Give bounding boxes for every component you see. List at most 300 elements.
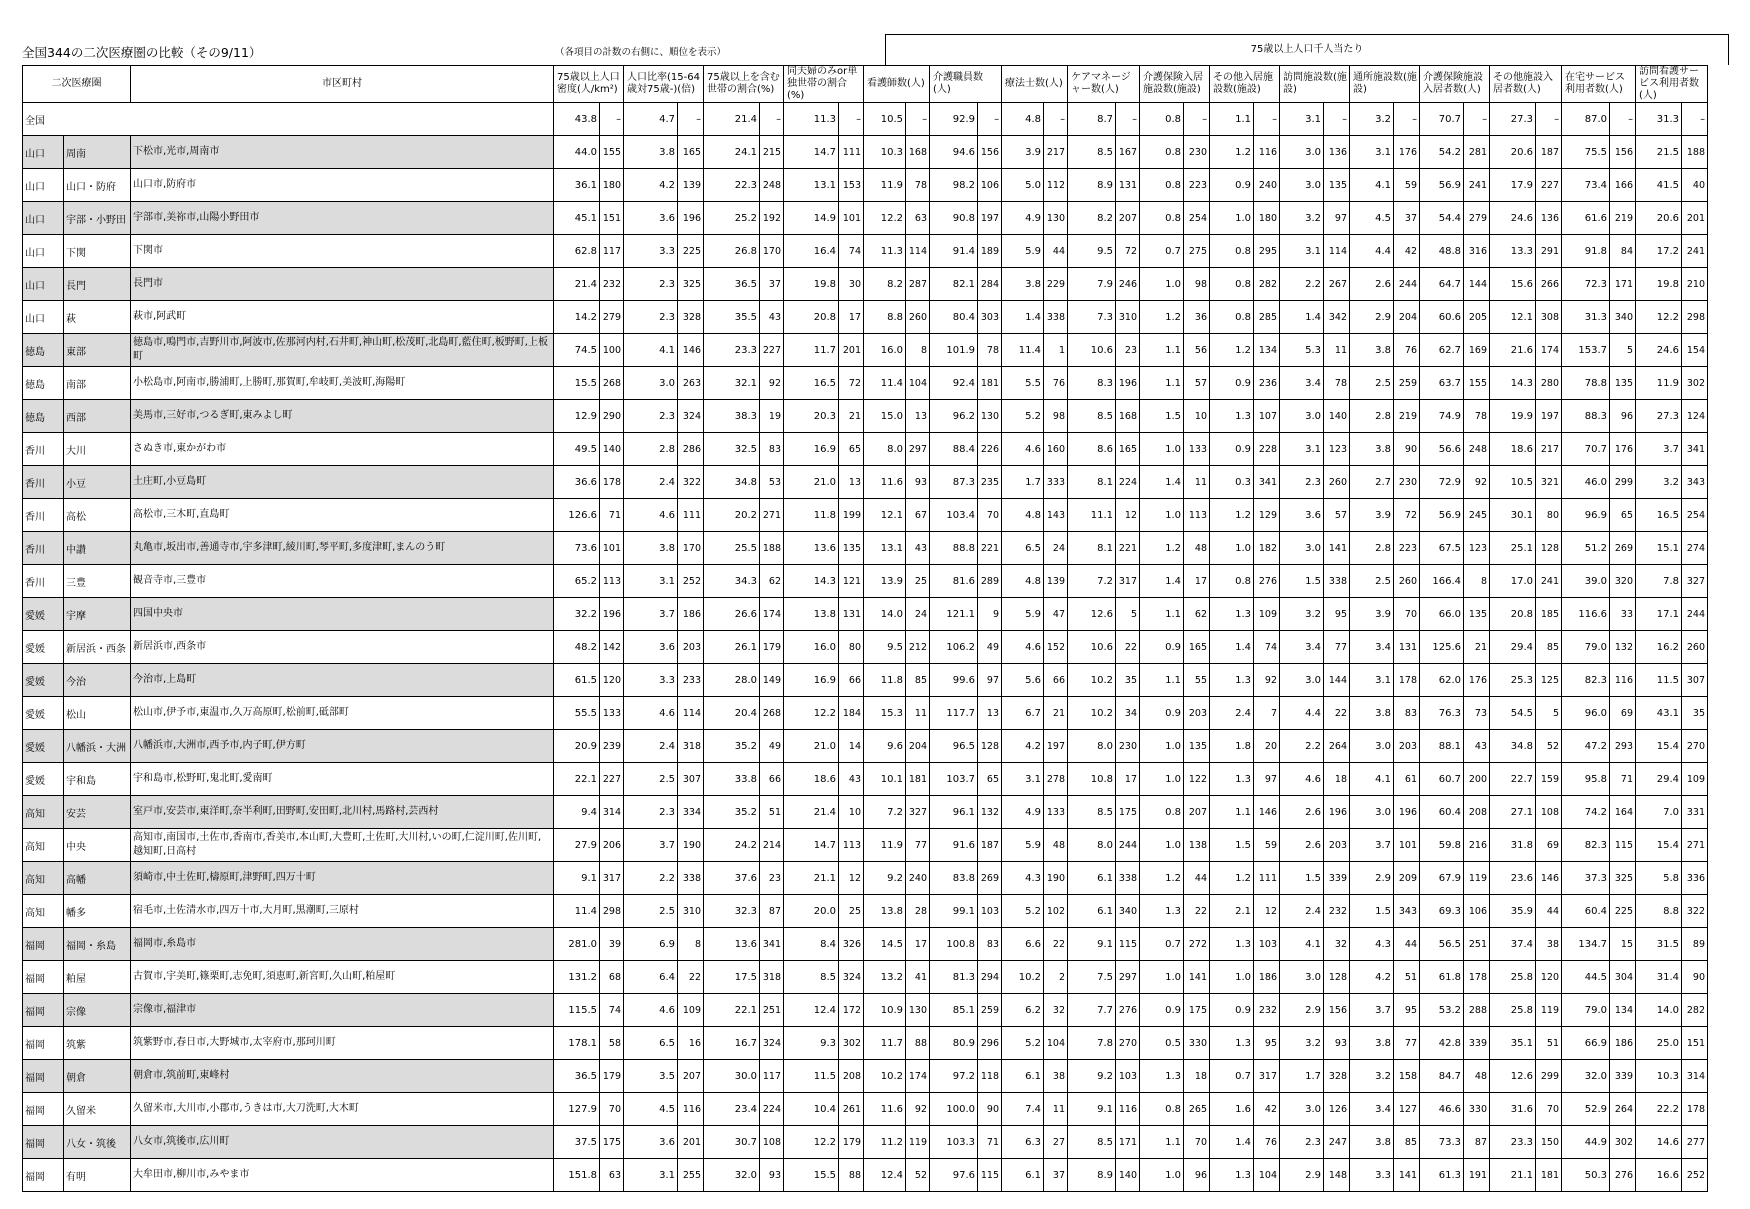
value-cell: 0.8	[1140, 202, 1184, 235]
rank-cell: 136	[1324, 136, 1350, 169]
value-cell: 1.1	[1210, 796, 1254, 829]
value-cell: 3.6	[1280, 499, 1324, 532]
value-cell: 41.5	[1636, 169, 1682, 202]
value-cell: 8.6	[1068, 433, 1116, 466]
value-cell: 14.2	[554, 301, 600, 334]
value-cell: 12.2	[784, 697, 839, 730]
rank-cell: 146	[678, 334, 704, 367]
rank-cell: 279	[1464, 202, 1490, 235]
rank-cell: 5	[1610, 334, 1636, 367]
rank-cell: 254	[1682, 499, 1708, 532]
rank-cell: 5	[1536, 697, 1562, 730]
value-cell: 13.6	[704, 928, 760, 961]
rank-cell: 287	[906, 268, 930, 301]
area-cell: 筑紫	[64, 1027, 131, 1060]
municipalities-cell: 長門市	[131, 268, 554, 301]
rank-cell: 119	[1464, 862, 1490, 895]
value-cell: 81.6	[930, 565, 978, 598]
rank-cell: 98	[1044, 400, 1068, 433]
rank-cell: 78	[978, 334, 1002, 367]
table-row	[23, 1060, 1708, 1093]
rank-cell: 228	[1254, 433, 1280, 466]
rank-cell: 188	[760, 532, 784, 565]
value-cell: 73.6	[554, 532, 600, 565]
rank-cell: 22	[1324, 697, 1350, 730]
value-cell: 35.2	[704, 730, 760, 763]
rank-cell: 77	[906, 829, 930, 862]
value-cell: 73.4	[1562, 169, 1610, 202]
municipalities-cell: 朝倉市,筑前町,東峰村	[131, 1060, 554, 1093]
rank-cell: 270	[1116, 1027, 1140, 1060]
rank-cell: 289	[978, 565, 1002, 598]
rank-cell: –	[1254, 103, 1280, 136]
rank-cell: 71	[1610, 763, 1636, 796]
rank-cell: 224	[1116, 466, 1140, 499]
rank-cell: 269	[978, 862, 1002, 895]
value-cell: 11.4	[864, 367, 906, 400]
value-cell: 11.8	[784, 499, 839, 532]
value-cell: 96.0	[1562, 697, 1610, 730]
rank-cell: 101	[1394, 829, 1420, 862]
rank-cell: 12	[839, 862, 864, 895]
area-cell: 新居浜・西条	[64, 631, 131, 664]
value-cell: 3.0	[1280, 532, 1324, 565]
rank-cell: 48	[1044, 829, 1068, 862]
table-row	[23, 235, 1708, 268]
value-cell: 26.8	[704, 235, 760, 268]
value-cell: 2.9	[1350, 862, 1394, 895]
rank-cell: 176	[1464, 664, 1490, 697]
rank-cell: 135	[1464, 598, 1490, 631]
rank-cell: 37	[760, 268, 784, 301]
value-cell: 3.8	[1350, 433, 1394, 466]
value-cell: 43.1	[1636, 697, 1682, 730]
rank-cell: 221	[1116, 532, 1140, 565]
prefecture-cell: 愛媛	[23, 763, 64, 796]
municipalities-cell: 宇部市,美祢市,山陽小野田市	[131, 202, 554, 235]
value-cell: 32.0	[1562, 1060, 1610, 1093]
rank-cell: 178	[1682, 1093, 1708, 1126]
rank-cell: 224	[760, 1093, 784, 1126]
rank-cell: 51	[760, 796, 784, 829]
rank-cell: 133	[600, 697, 624, 730]
value-cell: 3.4	[1350, 1093, 1394, 1126]
value-cell: 4.5	[624, 1093, 678, 1126]
value-cell: 8.0	[1068, 730, 1116, 763]
value-cell: 4.7	[624, 103, 678, 136]
value-cell: 100.0	[930, 1093, 978, 1126]
rank-cell: 320	[1610, 565, 1636, 598]
value-cell: 1.0	[1140, 1159, 1184, 1192]
rank-cell: 78	[1464, 400, 1490, 433]
rank-cell: 108	[1536, 796, 1562, 829]
rank-cell: 259	[978, 994, 1002, 1027]
value-cell: 8.0	[1068, 829, 1116, 862]
value-cell: 62.0	[1420, 664, 1464, 697]
rank-cell: 297	[906, 433, 930, 466]
value-cell: 96.5	[930, 730, 978, 763]
rank-cell: 103	[1116, 1060, 1140, 1093]
rank-cell: 15	[1610, 928, 1636, 961]
value-cell: 88.3	[1562, 400, 1610, 433]
value-cell: 98.2	[930, 169, 978, 202]
rank-cell: 71	[978, 1126, 1002, 1159]
rank-cell: 223	[1394, 532, 1420, 565]
value-cell: 3.0	[1280, 169, 1324, 202]
value-cell: 1.0	[1140, 433, 1184, 466]
value-cell: 31.8	[1490, 829, 1536, 862]
area-cell: 高松	[64, 499, 131, 532]
rank-cell: 291	[1536, 235, 1562, 268]
value-cell: 2.6	[1350, 268, 1394, 301]
value-cell: 34.8	[1490, 730, 1536, 763]
rank-cell: 80	[839, 631, 864, 664]
value-cell: 37.3	[1562, 862, 1610, 895]
rank-cell: 217	[1536, 433, 1562, 466]
area-cell: 下関	[64, 235, 131, 268]
rank-cell: 343	[1394, 895, 1420, 928]
rank-cell: 63	[906, 202, 930, 235]
value-cell: 39.0	[1562, 565, 1610, 598]
rank-cell: 144	[1324, 664, 1350, 697]
rank-cell: 38	[1536, 928, 1562, 961]
value-cell: 16.0	[784, 631, 839, 664]
prefecture-cell: 山口	[23, 136, 64, 169]
value-cell: 6.1	[1068, 895, 1116, 928]
rank-cell: 113	[1184, 499, 1210, 532]
municipalities-cell: 古賀市,宇美町,篠栗町,志免町,須恵町,新宮町,久山町,粕屋町	[131, 961, 554, 994]
rank-cell: 132	[978, 796, 1002, 829]
value-cell: 151.8	[554, 1159, 600, 1192]
value-cell: 3.0	[1350, 730, 1394, 763]
value-cell: 1.1	[1140, 334, 1184, 367]
value-cell: 4.6	[1002, 433, 1044, 466]
value-cell: 5.6	[1002, 664, 1044, 697]
rank-cell: 254	[1184, 202, 1210, 235]
value-cell: 79.0	[1562, 994, 1610, 1027]
value-cell: 23.4	[704, 1093, 760, 1126]
table-row	[23, 961, 1708, 994]
rank-cell: 100	[600, 334, 624, 367]
rank-cell: 302	[1682, 367, 1708, 400]
rank-cell: 83	[1394, 697, 1420, 730]
rank-cell: 12	[1116, 499, 1140, 532]
value-cell: 4.2	[1350, 961, 1394, 994]
rank-cell: 203	[678, 631, 704, 664]
rank-cell: –	[906, 103, 930, 136]
value-cell: 31.5	[1636, 928, 1682, 961]
area-cell: 三豊	[64, 565, 131, 598]
rank-cell: 111	[839, 136, 864, 169]
prefecture-cell: 福岡	[23, 1027, 64, 1060]
prefecture-cell: 福岡	[23, 994, 64, 1027]
value-cell: 44.0	[554, 136, 600, 169]
value-cell: 4.2	[1002, 730, 1044, 763]
value-cell: 16.7	[704, 1027, 760, 1060]
rank-cell: 158	[1394, 1060, 1420, 1093]
rank-cell: 43	[906, 532, 930, 565]
value-cell: 6.5	[624, 1027, 678, 1060]
value-cell: 20.9	[554, 730, 600, 763]
rank-cell: 77	[1324, 631, 1350, 664]
value-cell: 2.8	[1350, 400, 1394, 433]
rank-cell: 104	[1044, 1027, 1068, 1060]
value-cell: 32.5	[704, 433, 760, 466]
area-cell: 有明	[64, 1159, 131, 1192]
value-cell: 11.9	[1636, 367, 1682, 400]
rank-cell: 32	[1044, 994, 1068, 1027]
value-cell: 14.7	[784, 136, 839, 169]
value-cell: 9.2	[1068, 1060, 1116, 1093]
table-row	[23, 169, 1708, 202]
value-cell: 3.1	[1280, 103, 1324, 136]
rank-cell: 178	[1464, 961, 1490, 994]
rank-cell: 115	[1610, 829, 1636, 862]
rank-cell: 225	[1610, 895, 1636, 928]
value-cell: 4.3	[1002, 862, 1044, 895]
rank-cell: 223	[1184, 169, 1210, 202]
prefecture-cell: 愛媛	[23, 664, 64, 697]
rank-cell: 74	[1254, 631, 1280, 664]
rank-cell: 165	[1116, 433, 1140, 466]
value-cell: 84.7	[1420, 1060, 1464, 1093]
area-cell: 宗像	[64, 994, 131, 1027]
header-col-8: 介護保険入居施設数(施設)	[1140, 66, 1210, 103]
municipalities-cell: 高知市,南国市,土佐市,香南市,香美市,本山町,大豊町,土佐町,大川村,いの町,仁淀川町,佐川町,越知町,日高村	[131, 829, 554, 862]
municipalities-cell: 萩市,阿武町	[131, 301, 554, 334]
value-cell: 14.3	[784, 565, 839, 598]
rank-cell: 33	[1610, 598, 1636, 631]
rank-cell: 294	[978, 961, 1002, 994]
rank-cell: 49	[978, 631, 1002, 664]
value-cell: 1.4	[1140, 565, 1184, 598]
rank-cell: 43	[1464, 730, 1490, 763]
rank-cell: 181	[906, 763, 930, 796]
rank-cell: 156	[1324, 994, 1350, 1027]
value-cell: 85.1	[930, 994, 978, 1027]
value-cell: 100.8	[930, 928, 978, 961]
rank-cell: 22	[1184, 895, 1210, 928]
value-cell: 82.1	[930, 268, 978, 301]
rank-cell: 251	[1464, 928, 1490, 961]
rank-cell: 95	[1394, 994, 1420, 1027]
rank-cell: 104	[906, 367, 930, 400]
rank-cell: 76	[1044, 367, 1068, 400]
value-cell: 43.8	[554, 103, 600, 136]
value-cell: 82.3	[1562, 664, 1610, 697]
value-cell: 103.7	[930, 763, 978, 796]
rank-cell: 130	[906, 994, 930, 1027]
value-cell: 32.2	[554, 598, 600, 631]
table-row	[23, 1093, 1708, 1126]
value-cell: 3.6	[624, 631, 678, 664]
area-cell: 高幡	[64, 862, 131, 895]
value-cell: 12.6	[1068, 598, 1116, 631]
rank-cell: –	[1044, 103, 1068, 136]
rank-cell: 175	[1116, 796, 1140, 829]
value-cell: 32.0	[704, 1159, 760, 1192]
rank-cell: 73	[1464, 697, 1490, 730]
rank-cell: 255	[678, 1159, 704, 1192]
value-cell: 65.2	[554, 565, 600, 598]
rank-cell: 96	[1610, 400, 1636, 433]
value-cell: 56.9	[1420, 499, 1464, 532]
rank-cell: 93	[760, 1159, 784, 1192]
rank-cell: 135	[1324, 169, 1350, 202]
value-cell: 12.2	[864, 202, 906, 235]
rank-cell: 140	[600, 433, 624, 466]
value-cell: 2.2	[624, 862, 678, 895]
rank-cell: 130	[978, 400, 1002, 433]
rank-cell: 266	[1536, 268, 1562, 301]
value-cell: 16.5	[1636, 499, 1682, 532]
value-cell: 49.5	[554, 433, 600, 466]
value-cell: 21.1	[784, 862, 839, 895]
municipalities-cell: 福岡市,糸島市	[131, 928, 554, 961]
rank-cell: 179	[760, 631, 784, 664]
value-cell: 25.3	[1490, 664, 1536, 697]
rank-cell: –	[760, 103, 784, 136]
prefecture-cell: 高知	[23, 796, 64, 829]
value-cell: 25.1	[1490, 532, 1536, 565]
rank-cell: 62	[1184, 598, 1210, 631]
rank-cell: 51	[1394, 961, 1420, 994]
rank-cell: 21	[839, 400, 864, 433]
value-cell: 16.2	[1636, 631, 1682, 664]
value-cell: 60.6	[1420, 301, 1464, 334]
value-cell: 8.8	[864, 301, 906, 334]
rank-cell: 52	[906, 1159, 930, 1192]
value-cell: 11.7	[784, 334, 839, 367]
prefecture-cell: 香川	[23, 565, 64, 598]
rank-cell: 112	[1044, 169, 1068, 202]
rank-cell: 271	[1682, 829, 1708, 862]
rank-cell: 261	[839, 1093, 864, 1126]
rank-cell: 16	[678, 1027, 704, 1060]
rank-cell: 23	[760, 862, 784, 895]
rank-cell: –	[1184, 103, 1210, 136]
rank-cell: 83	[760, 433, 784, 466]
rank-cell: 13	[906, 400, 930, 433]
municipalities-cell: 小松島市,阿南市,勝浦町,上勝町,那賀町,牟岐町,美波町,海陽町	[131, 367, 554, 400]
rank-cell: 196	[678, 202, 704, 235]
rank-cell: 240	[906, 862, 930, 895]
value-cell: 1.4	[1280, 301, 1324, 334]
value-cell: 10.5	[864, 103, 906, 136]
value-cell: 24.6	[1490, 202, 1536, 235]
rank-cell: 11	[1324, 334, 1350, 367]
value-cell: 8.2	[864, 268, 906, 301]
rank-cell: 219	[1394, 400, 1420, 433]
rank-cell: 38	[1044, 1060, 1068, 1093]
rank-cell: 76	[1254, 1126, 1280, 1159]
rank-cell: 209	[1394, 862, 1420, 895]
rank-cell: 44	[1044, 235, 1068, 268]
municipalities-cell: 観音寺市,三豊市	[131, 565, 554, 598]
rank-cell: 259	[1394, 367, 1420, 400]
rank-cell: 56	[1184, 334, 1210, 367]
rank-cell: 34	[1116, 697, 1140, 730]
value-cell: 1.2	[1210, 334, 1254, 367]
value-cell: 1.2	[1140, 301, 1184, 334]
rank-cell: 310	[1116, 301, 1140, 334]
rank-cell: 103	[978, 895, 1002, 928]
prefecture-cell: 香川	[23, 499, 64, 532]
value-cell: 9.1	[1068, 928, 1116, 961]
rank-cell: 116	[1116, 1093, 1140, 1126]
rank-cell: 80	[1536, 499, 1562, 532]
value-cell: 2.9	[1280, 1159, 1324, 1192]
rank-cell: 96	[1184, 1159, 1210, 1192]
rank-cell: 325	[1610, 862, 1636, 895]
rank-cell: 8	[678, 928, 704, 961]
value-cell: 36.5	[554, 1060, 600, 1093]
value-cell: 11.5	[1636, 664, 1682, 697]
value-cell: 10.2	[1068, 697, 1116, 730]
rank-cell: 341	[760, 928, 784, 961]
value-cell: 11.6	[864, 466, 906, 499]
rank-cell: 117	[600, 235, 624, 268]
area-cell: 小豆	[64, 466, 131, 499]
rank-cell: 138	[1184, 829, 1210, 862]
rank-cell: 30	[839, 268, 864, 301]
value-cell: 0.8	[1210, 235, 1254, 268]
rank-cell: 151	[600, 202, 624, 235]
value-cell: 3.0	[1280, 136, 1324, 169]
value-cell: 11.9	[864, 829, 906, 862]
value-cell: 24.2	[704, 829, 760, 862]
value-cell: 15.4	[1636, 829, 1682, 862]
value-cell: 31.4	[1636, 961, 1682, 994]
value-cell: 88.4	[930, 433, 978, 466]
rank-cell: 197	[1536, 400, 1562, 433]
table-row	[23, 433, 1708, 466]
value-cell: 2.5	[1350, 367, 1394, 400]
rank-cell: 331	[1682, 796, 1708, 829]
value-cell: 12.1	[864, 499, 906, 532]
value-cell: 21.0	[784, 730, 839, 763]
rank-cell: 134	[1610, 994, 1636, 1027]
rank-cell: 252	[1682, 1159, 1708, 1192]
rank-cell: 180	[600, 169, 624, 202]
rank-cell: 67	[906, 499, 930, 532]
value-cell: 12.4	[784, 994, 839, 1027]
value-cell: 6.2	[1002, 994, 1044, 1027]
value-cell: 90.8	[930, 202, 978, 235]
value-cell: 21.6	[1490, 334, 1536, 367]
value-cell: 10.2	[1068, 664, 1116, 697]
table-row	[23, 598, 1708, 631]
header-col-0: 75歳以上人口密度(人/km²)	[554, 66, 624, 103]
value-cell: 9.6	[864, 730, 906, 763]
rank-cell: 131	[1116, 169, 1140, 202]
value-cell: 72.3	[1562, 268, 1610, 301]
value-cell: 29.4	[1636, 763, 1682, 796]
rank-cell: 269	[1610, 532, 1636, 565]
rank-cell: 241	[1682, 235, 1708, 268]
rank-cell: 316	[1464, 235, 1490, 268]
value-cell: 96.1	[930, 796, 978, 829]
rank-cell: 314	[600, 796, 624, 829]
value-cell: 3.2	[1280, 202, 1324, 235]
prefecture-cell: 福岡	[23, 961, 64, 994]
rank-cell: 170	[760, 235, 784, 268]
table-row	[23, 796, 1708, 829]
rank-cell: 35	[1682, 697, 1708, 730]
rank-cell: 61	[1394, 763, 1420, 796]
value-cell: 81.3	[930, 961, 978, 994]
rank-cell: 245	[1464, 499, 1490, 532]
